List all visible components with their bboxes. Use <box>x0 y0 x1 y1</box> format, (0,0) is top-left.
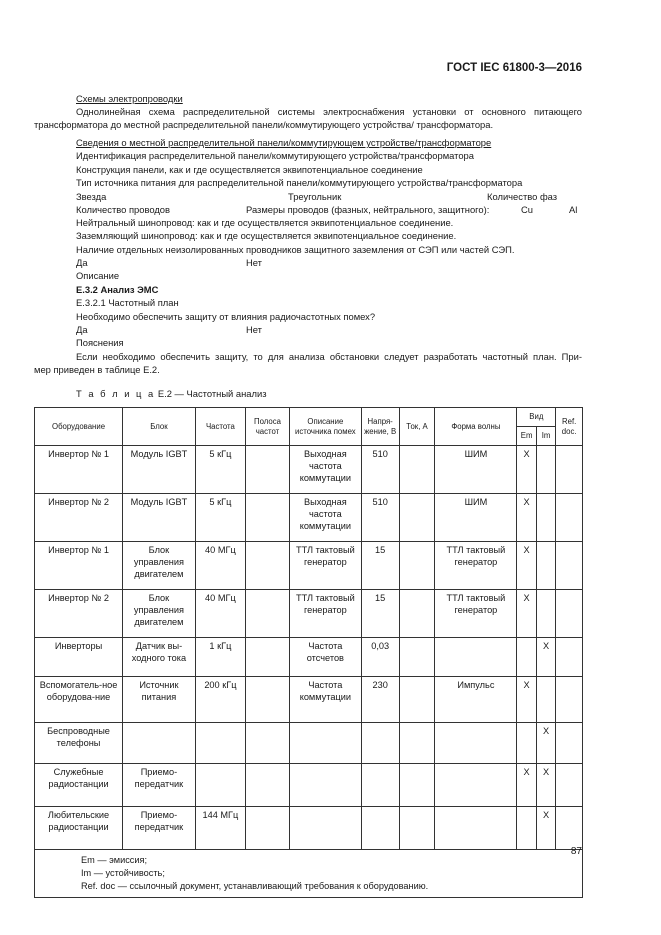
table-caption <box>76 388 267 399</box>
wiring-paragraph-line2: трансформатора до местной распределительной панели/коммутирующего устройства/ трансформатора. <box>34 119 494 130</box>
cell-block: Приемо-передатчик <box>123 764 196 807</box>
cell-ref <box>556 677 583 723</box>
cell-current <box>399 542 435 590</box>
table-row <box>35 638 583 677</box>
cell-ref <box>556 590 583 638</box>
header-waveform: Форма волны <box>435 408 517 446</box>
cell-source <box>290 723 362 764</box>
header-em: Em <box>517 427 536 446</box>
cell-im <box>536 494 555 542</box>
cell-ref <box>556 542 583 590</box>
uninsulated-conductors-line: Наличие отдельных неизолированных проводников защитного заземления от СЭП или частей СЭП. <box>76 244 515 255</box>
cell-equipment: Любительские радиостанции <box>35 807 123 850</box>
cell-block: Блок управления двигателем <box>123 590 196 638</box>
header-equipment: Оборудование <box>35 408 123 446</box>
yes-option-2: Да <box>76 324 88 335</box>
cell-em: X <box>517 542 536 590</box>
conclusion-line1: Если необходимо обеспечить защиту, то для анализа обстановки следует разработать частотный план. При- <box>76 351 582 362</box>
cell-voltage: 15 <box>361 542 399 590</box>
cell-current <box>399 494 435 542</box>
no-option-2: Нет <box>246 324 262 335</box>
page-number: 87 <box>570 846 582 857</box>
cell-source: Выходная частота коммутации <box>290 494 362 542</box>
header-frequency: Частота <box>195 408 245 446</box>
cell-im: X <box>536 638 555 677</box>
cell-em: X <box>517 446 536 494</box>
cell-waveform: ТТЛ тактовый генератор <box>435 542 517 590</box>
cell-ref <box>556 494 583 542</box>
cell-frequency: 5 кГц <box>195 494 245 542</box>
cell-band <box>245 677 289 723</box>
table-row <box>35 590 583 638</box>
cell-equipment: Инвертор № 1 <box>35 542 123 590</box>
cell-im: X <box>536 807 555 850</box>
table-row <box>35 764 583 807</box>
cell-em <box>517 807 536 850</box>
aluminium-label: Al <box>569 204 578 215</box>
cell-equipment: Инверторы <box>35 638 123 677</box>
cell-current <box>399 764 435 807</box>
cell-waveform: ТТЛ тактовый генератор <box>435 590 517 638</box>
cell-em: X <box>517 677 536 723</box>
cell-current <box>399 807 435 850</box>
cell-ref <box>556 764 583 807</box>
cell-band <box>245 494 289 542</box>
table-row <box>35 494 583 542</box>
wire-sizes-label: Размеры проводов (фазных, нейтрального, защитного): <box>246 204 490 215</box>
cell-im <box>536 590 555 638</box>
cell-ref <box>556 446 583 494</box>
cell-block: Датчик вы-ходного тока <box>123 638 196 677</box>
cell-band <box>245 638 289 677</box>
cell-waveform <box>435 807 517 850</box>
cell-source: ТТЛ тактовый генератор <box>290 590 362 638</box>
wiring-paragraph-line1: Однолинейная схема распределительной системы электроснабжения установки от основного питающего <box>76 106 582 117</box>
cell-em: X <box>517 590 536 638</box>
star-option: Звезда <box>76 191 107 202</box>
cell-frequency <box>195 764 245 807</box>
cell-im: X <box>536 764 555 807</box>
header-current: Ток, А <box>399 408 435 446</box>
table-row <box>35 446 583 494</box>
frequency-analysis-table <box>34 407 583 898</box>
conclusion-line2: мер приведен в таблице E.2. <box>34 364 160 375</box>
cell-ref <box>556 638 583 677</box>
cell-current <box>399 638 435 677</box>
table-note: Em — эмиссия; <box>81 855 148 865</box>
cell-block: Приемо-передатчик <box>123 807 196 850</box>
cell-im <box>536 677 555 723</box>
triangle-option: Треугольник <box>288 191 342 202</box>
cell-band <box>245 542 289 590</box>
table-row <box>35 723 583 764</box>
table-row <box>35 677 583 723</box>
cell-band <box>245 446 289 494</box>
table-note: Im — устойчивость; <box>81 868 165 878</box>
cell-frequency: 200 кГц <box>195 677 245 723</box>
cell-voltage <box>361 764 399 807</box>
cell-current <box>399 677 435 723</box>
wire-count-label: Количество проводов <box>76 204 171 215</box>
cell-block: Источник питания <box>123 677 196 723</box>
document-id: ГОСТ IEC 61800-3—2016 <box>446 62 582 74</box>
cell-voltage: 510 <box>361 446 399 494</box>
cell-current <box>399 723 435 764</box>
cell-waveform: Импульс <box>435 677 517 723</box>
cell-voltage: 0,03 <box>361 638 399 677</box>
cell-current <box>399 446 435 494</box>
cell-voltage <box>361 807 399 850</box>
cell-im: X <box>536 723 555 764</box>
cell-block: Блок управления двигателем <box>123 542 196 590</box>
header-band: Полоса частот <box>245 408 289 446</box>
cell-im <box>536 446 555 494</box>
cell-frequency: 40 МГц <box>195 590 245 638</box>
cell-em <box>517 638 536 677</box>
cell-equipment: Служебные радиостанции <box>35 764 123 807</box>
cell-equipment: Вспомогатель-ное оборудова-ние <box>35 677 123 723</box>
cell-current <box>399 590 435 638</box>
table-caption-text: E.2 — Частотный анализ <box>157 388 267 399</box>
emc-analysis-heading: E.3.2 Анализ ЭМС <box>76 284 159 295</box>
table-caption-prefix: Т а б л и ц а <box>76 388 156 399</box>
cell-waveform <box>435 638 517 677</box>
cell-voltage: 230 <box>361 677 399 723</box>
cell-band <box>245 723 289 764</box>
cell-source: Выходная частота коммутации <box>290 446 362 494</box>
neutral-busbar-line: Нейтральный шинопровод: как и где осуществляется эквипотенциальное соединение. <box>76 217 454 228</box>
cell-band <box>245 807 289 850</box>
cell-em: X <box>517 494 536 542</box>
cell-band <box>245 590 289 638</box>
cell-source: Частота коммутации <box>290 677 362 723</box>
cell-voltage <box>361 723 399 764</box>
table-row <box>35 807 583 850</box>
header-type: Вид <box>517 408 556 427</box>
frequency-plan-heading: E.3.2.1 Частотный план <box>76 297 179 308</box>
cell-frequency <box>195 723 245 764</box>
cell-frequency: 1 кГц <box>195 638 245 677</box>
panel-construction-line: Конструкция панели, как и где осуществляется эквипотенциальное соединение <box>76 164 423 175</box>
cell-voltage: 510 <box>361 494 399 542</box>
cell-waveform: ШИМ <box>435 494 517 542</box>
panel-info-title: Сведения о местной распределительной панели/коммутирующем устройстве/трансформаторе <box>76 137 492 148</box>
table-note: Ref. doc — ссылочный документ, устанавливающий требования к оборудованию. <box>81 881 429 891</box>
cell-frequency: 5 кГц <box>195 446 245 494</box>
cell-source: ТТЛ тактовый генератор <box>290 542 362 590</box>
header-block: Блок <box>123 408 196 446</box>
cell-im <box>536 542 555 590</box>
cell-band <box>245 764 289 807</box>
description-label: Описание <box>76 270 120 281</box>
cell-frequency: 144 МГц <box>195 807 245 850</box>
cell-ref <box>556 723 583 764</box>
cell-em <box>517 723 536 764</box>
no-option-1: Нет <box>246 257 262 268</box>
cell-block: Модуль IGBT <box>123 494 196 542</box>
cell-equipment: Беспроводные телефоны <box>35 723 123 764</box>
cell-source: Частота отсчетов <box>290 638 362 677</box>
power-source-type-line: Тип источника питания для распределительной панели/коммутирующего устройства/трансформатора <box>76 177 523 188</box>
panel-identification-line: Идентификация распределительной панели/коммутирующего устройства/трансформатора <box>76 150 474 161</box>
cell-waveform: ШИМ <box>435 446 517 494</box>
header-source-description: Описание источника помех <box>290 408 362 446</box>
ground-busbar-line: Заземляющий шинопровод: как и где осуществляется эквипотенциальное соединение. <box>76 230 457 241</box>
cell-waveform <box>435 764 517 807</box>
cell-block: Модуль IGBT <box>123 446 196 494</box>
cell-equipment: Инвертор № 2 <box>35 590 123 638</box>
wiring-section-title: Схемы электропроводки <box>76 93 183 104</box>
cell-ref <box>556 807 583 850</box>
header-voltage: Напря-жение, В <box>361 408 399 446</box>
header-im: Im <box>536 427 555 446</box>
cell-equipment: Инвертор № 2 <box>35 494 123 542</box>
header-ref-doc: Ref. doc. <box>556 408 583 446</box>
explanations-label: Пояснения <box>76 337 124 348</box>
table-row <box>35 542 583 590</box>
protection-question: Необходимо обеспечить защиту от влияния радиочастотных помех? <box>76 311 376 322</box>
cell-em: X <box>517 764 536 807</box>
yes-option-1: Да <box>76 257 88 268</box>
cell-source <box>290 764 362 807</box>
phase-count-label: Количество фаз <box>487 191 558 202</box>
cell-block <box>123 723 196 764</box>
cell-equipment: Инвертор № 1 <box>35 446 123 494</box>
cell-source <box>290 807 362 850</box>
cell-waveform <box>435 723 517 764</box>
cell-voltage: 15 <box>361 590 399 638</box>
copper-label: Cu <box>521 204 533 215</box>
cell-frequency: 40 МГц <box>195 542 245 590</box>
